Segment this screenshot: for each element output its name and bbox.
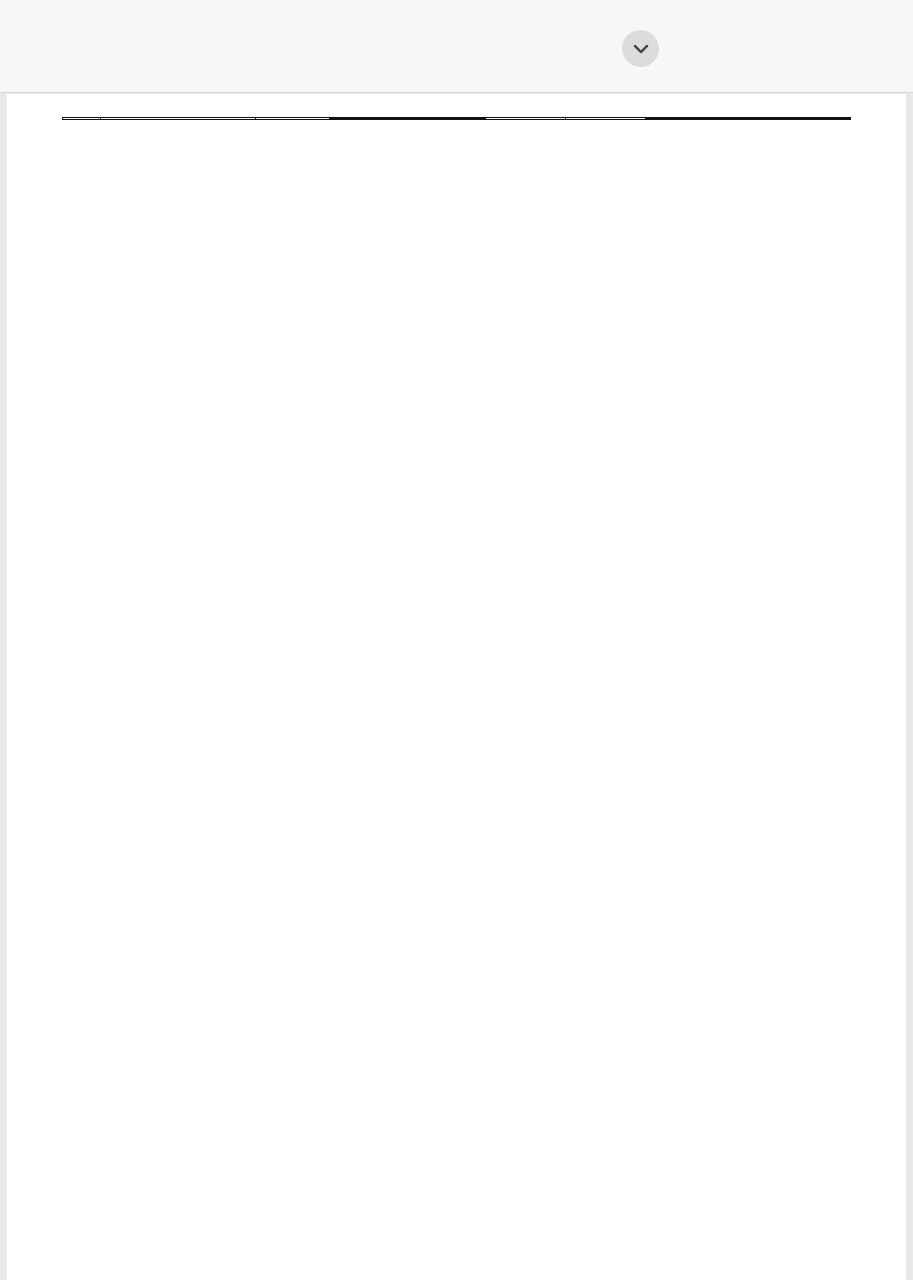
document-page [7, 94, 906, 1280]
header-psdp [63, 118, 101, 120]
chevron-down-icon [633, 44, 649, 54]
title-menu-button[interactable] [622, 30, 659, 67]
header-alloc-rupee [646, 119, 710, 120]
header-est-exp [485, 118, 565, 120]
header-approval [255, 118, 329, 120]
header-name [101, 118, 256, 120]
header-throw [565, 118, 645, 120]
header-alloc-total [774, 119, 850, 120]
header-cost-total [329, 119, 406, 120]
header-local [710, 119, 774, 120]
top-toolbar [0, 0, 913, 93]
header-rupee-cover [407, 119, 485, 120]
psdp-table [62, 117, 851, 120]
